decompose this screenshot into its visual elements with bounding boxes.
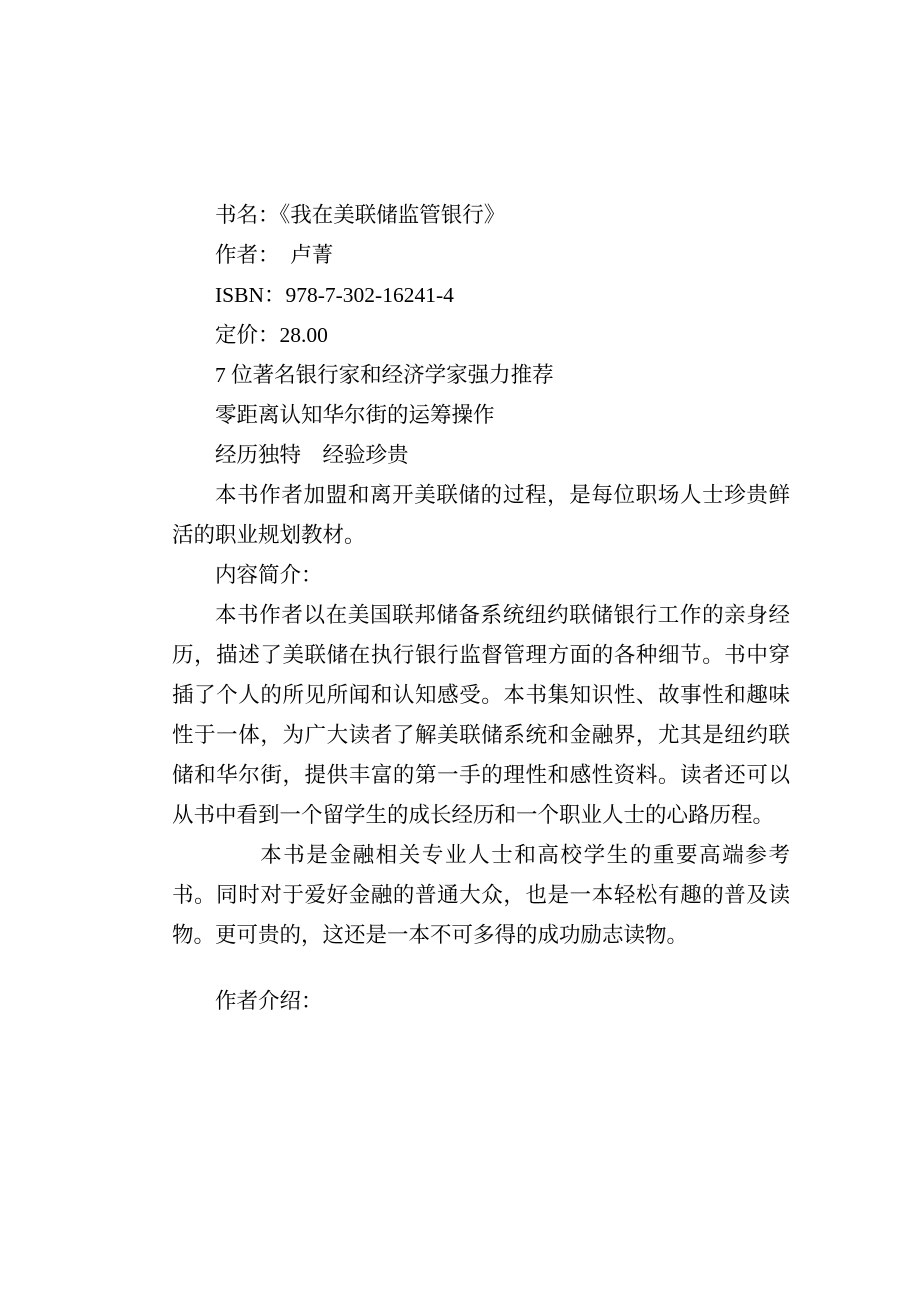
summary-paragraph-two: 本书是金融相关专业人士和高校学生的重要高端参考书。同时对于爱好金融的普通大众，也是一本轻松有趣的普及读物。更可贵的，这还是一本不可多得的成功励志读物。 — [172, 842, 790, 947]
book-tagline-first: 零距离认知华尔街的运筹操作 — [215, 402, 495, 427]
book-endorsement-line: 7 位著名银行家和经济学家强力推荐 — [215, 362, 554, 387]
book-tagline-second: 经历独特 经验珍贵 — [215, 442, 409, 467]
author-intro-heading: 作者介绍： — [215, 988, 323, 1013]
section-spacer — [172, 956, 790, 982]
summary-heading: 内容简介： — [215, 562, 323, 587]
book-price-line: 定价：28.00 — [215, 322, 328, 347]
book-author-line: 作者： 卢菁 — [215, 242, 334, 267]
document-body — [172, 196, 790, 1022]
summary-paragraph-one: 本书作者以在美国联邦储备系统纽约联储银行工作的亲身经历，描述了美联储在执行银行监督管理方面的各种细节。书中穿插了个人的所见所闻和认知感受。本书集知识性、故事性和趣味性于一体，为广大读者了解美联储系统和金融界，尤其是纽约联储和华尔街，提供丰富的第一手的理性和感性资料。读者还可以从书中看到一个留学生的成长经历和一个职业人士的心路历程。 — [172, 602, 790, 827]
book-isbn-line: ISBN：978-7-302-16241-4 — [215, 282, 454, 307]
book-title-line: 书名：《我在美联储监管银行》 — [215, 203, 506, 227]
career-note-paragraph: 本书作者加盟和离开美联储的过程，是每位职场人士珍贵鲜活的职业规划教材。 — [172, 482, 790, 547]
